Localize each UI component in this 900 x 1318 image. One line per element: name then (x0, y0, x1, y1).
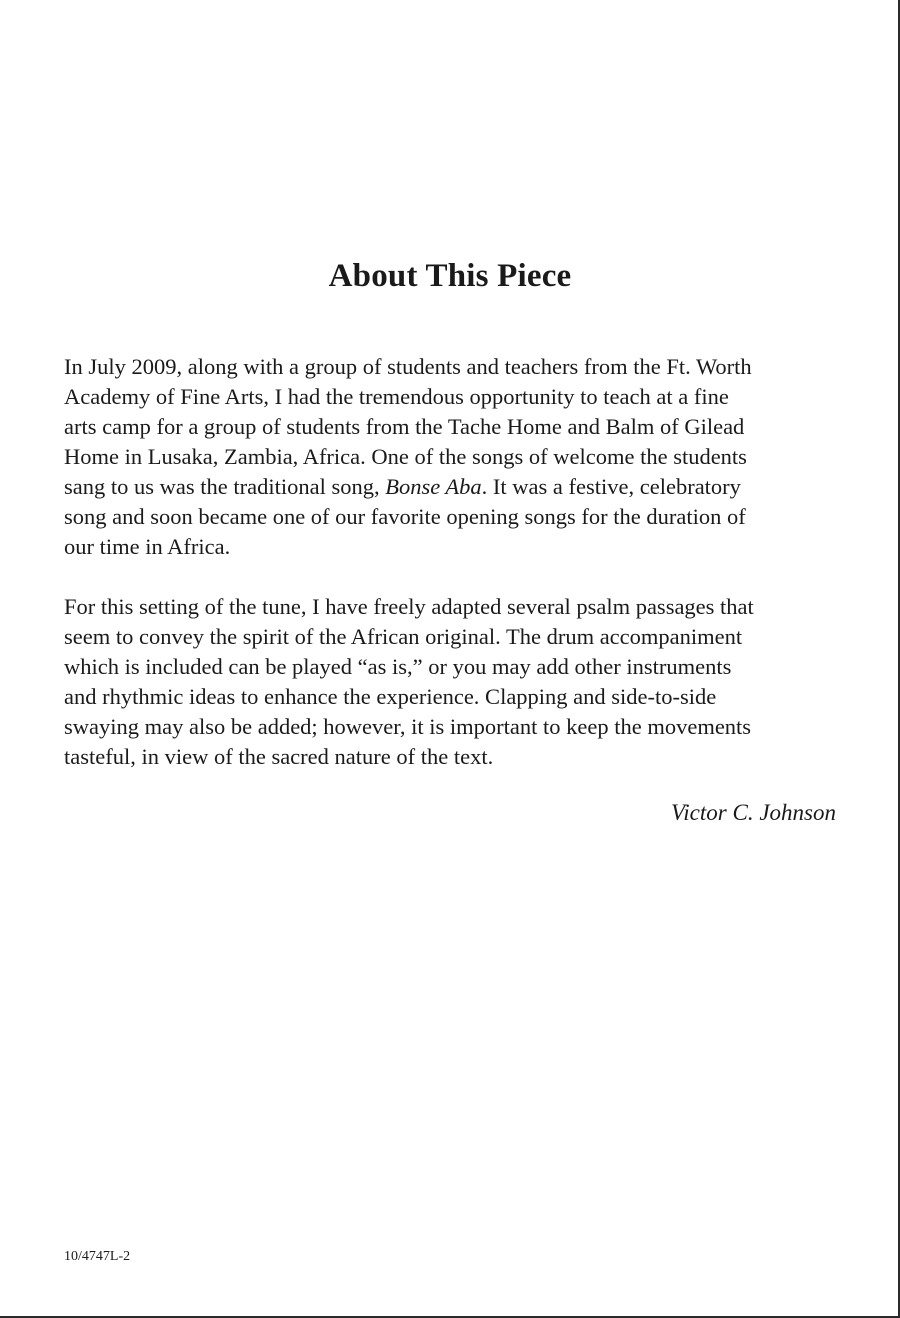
paragraph-2-line-3: which is included can be played “as is,” or you may add other instruments (64, 654, 732, 679)
paragraph-2 (64, 592, 844, 772)
paragraph-2-line-6: tasteful, in view of the sacred nature of the text. (64, 744, 494, 769)
paragraph-1-line-6: song and soon became one of our favorite opening songs for the duration of (64, 504, 746, 529)
author-signature: Victor C. Johnson (670, 800, 836, 825)
paragraph-1-line-1: In July 2009, along with a group of students and teachers from the Ft. Worth (64, 354, 752, 379)
song-title: Bonse Aba (385, 474, 482, 499)
page-title: About This Piece (328, 258, 572, 294)
paragraph-2-line-5: swaying may also be added; however, it is important to keep the movements (64, 714, 752, 739)
paragraph-1-line-3: arts camp for a group of students from the Tache Home and Balm of Gilead (64, 414, 745, 439)
paragraph-2-line-4: and rhythmic ideas to enhance the experience. Clapping and side-to-side (64, 684, 717, 709)
catalog-code: 10/4747L-2 (64, 1249, 131, 1264)
line-5-text-before: sang to us was the traditional song, (64, 474, 386, 499)
paragraph-1 (64, 352, 844, 562)
paragraph-2-line-2: seem to convey the spirit of the African original. The drum accompaniment (64, 624, 743, 649)
line-5-text-after: . It was a festive, celebratory (481, 474, 741, 499)
paragraph-2-line-1: For this setting of the tune, I have freely adapted several psalm passages that (64, 594, 754, 619)
paragraph-1-line-2: Academy of Fine Arts, I had the tremendous opportunity to teach at a fine (64, 384, 729, 409)
paragraph-1-line-5 (64, 472, 844, 502)
paragraph-1-line-4: Home in Lusaka, Zambia, Africa. One of the songs of welcome the students (64, 444, 747, 469)
paragraph-1-line-7: our time in Africa. (64, 534, 231, 559)
